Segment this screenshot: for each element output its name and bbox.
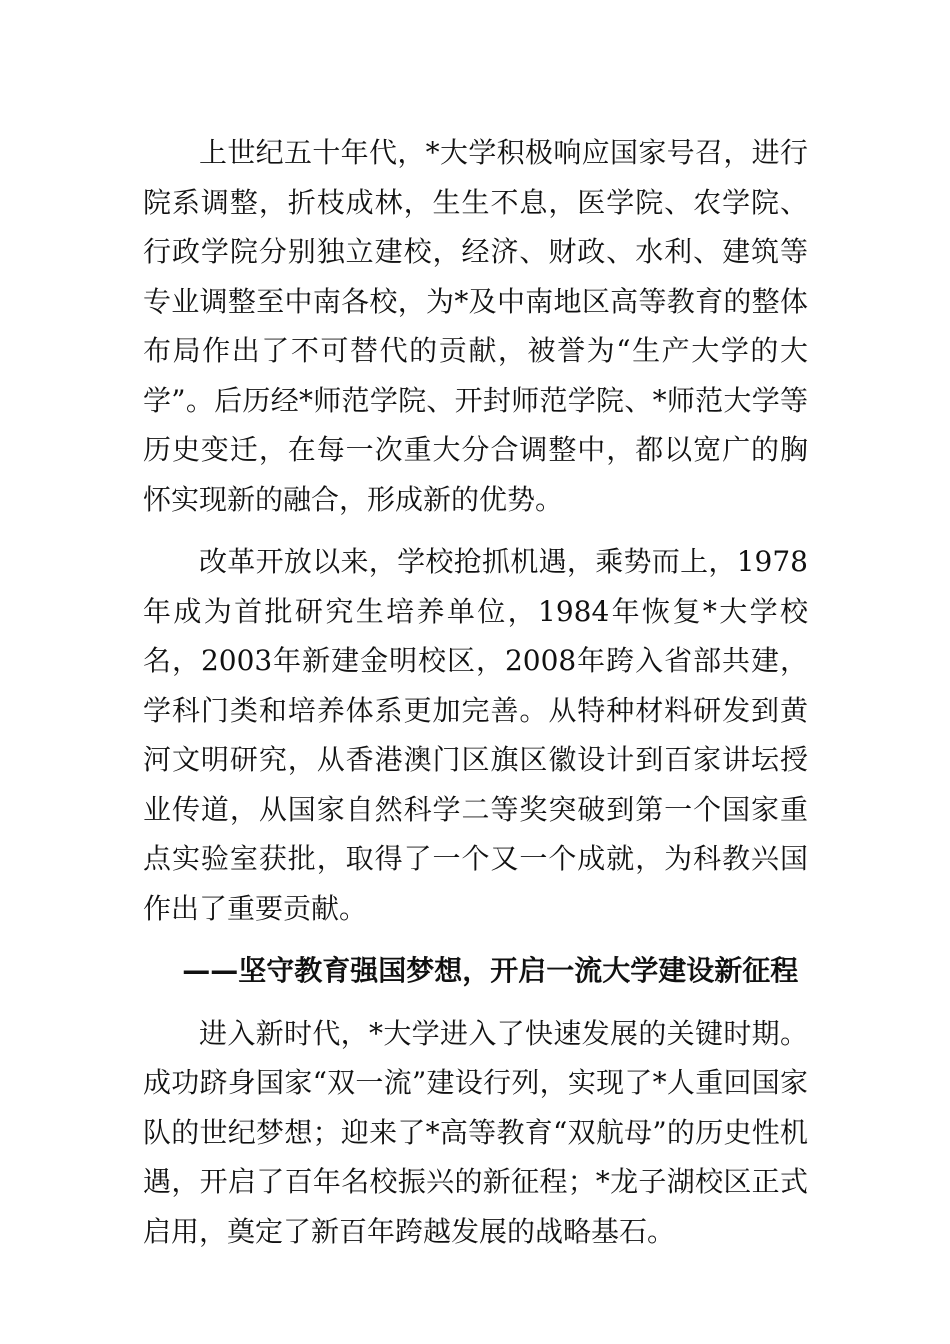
paragraph-history-1950s: 上世纪五十年代，*大学积极响应国家号召，进行院系调整，折枝成林，生生不息，医学院、农学院、行政学院分别独立建校，经济、财政、水利、建筑等专业调整至中南各校，为*及中南地区高等教育的整体布局作出了不可替代的贡献，被誉为“生产大学的大学”。后历经*师范学院、开封师范学院、*师范大学等历史变迁，在每一次重大分合调整中，都以宽广的胸怀实现新的融合，形成新的优势。 [143, 136, 808, 516]
paragraph-new-era: 进入新时代，*大学进入了快速发展的关键时期。成功跻身国家“双一流”建设行列，实现了*人重回国家队的世纪梦想；迎来了*高等教育“双航母”的历史性机遇，开启了百年名校振兴的新征程；*龙子湖校区正式启用，奠定了新百年跨越发展的战略基石。 [143, 1016, 808, 1248]
document-body [143, 128, 808, 1256]
paragraph-reform-era: 改革开放以来，学校抢抓机遇，乘势而上，1978年成为首批研究生培养单位，1984年恢复*大学校名，2003年新建金明校区，2008年跨入省部共建，学科门类和培养体系更加完善。从特种材料研发到黄河文明研究，从香港澳门区旗区徽设计到百家讲坛授业传道，从国家自然科学二等奖突破到第一个国家重点实验室获批，取得了一个又一个成就，为科教兴国作出了重要贡献。 [143, 545, 808, 925]
section-heading: ——坚守教育强国梦想，开启一流大学建设新征程 [182, 954, 799, 987]
